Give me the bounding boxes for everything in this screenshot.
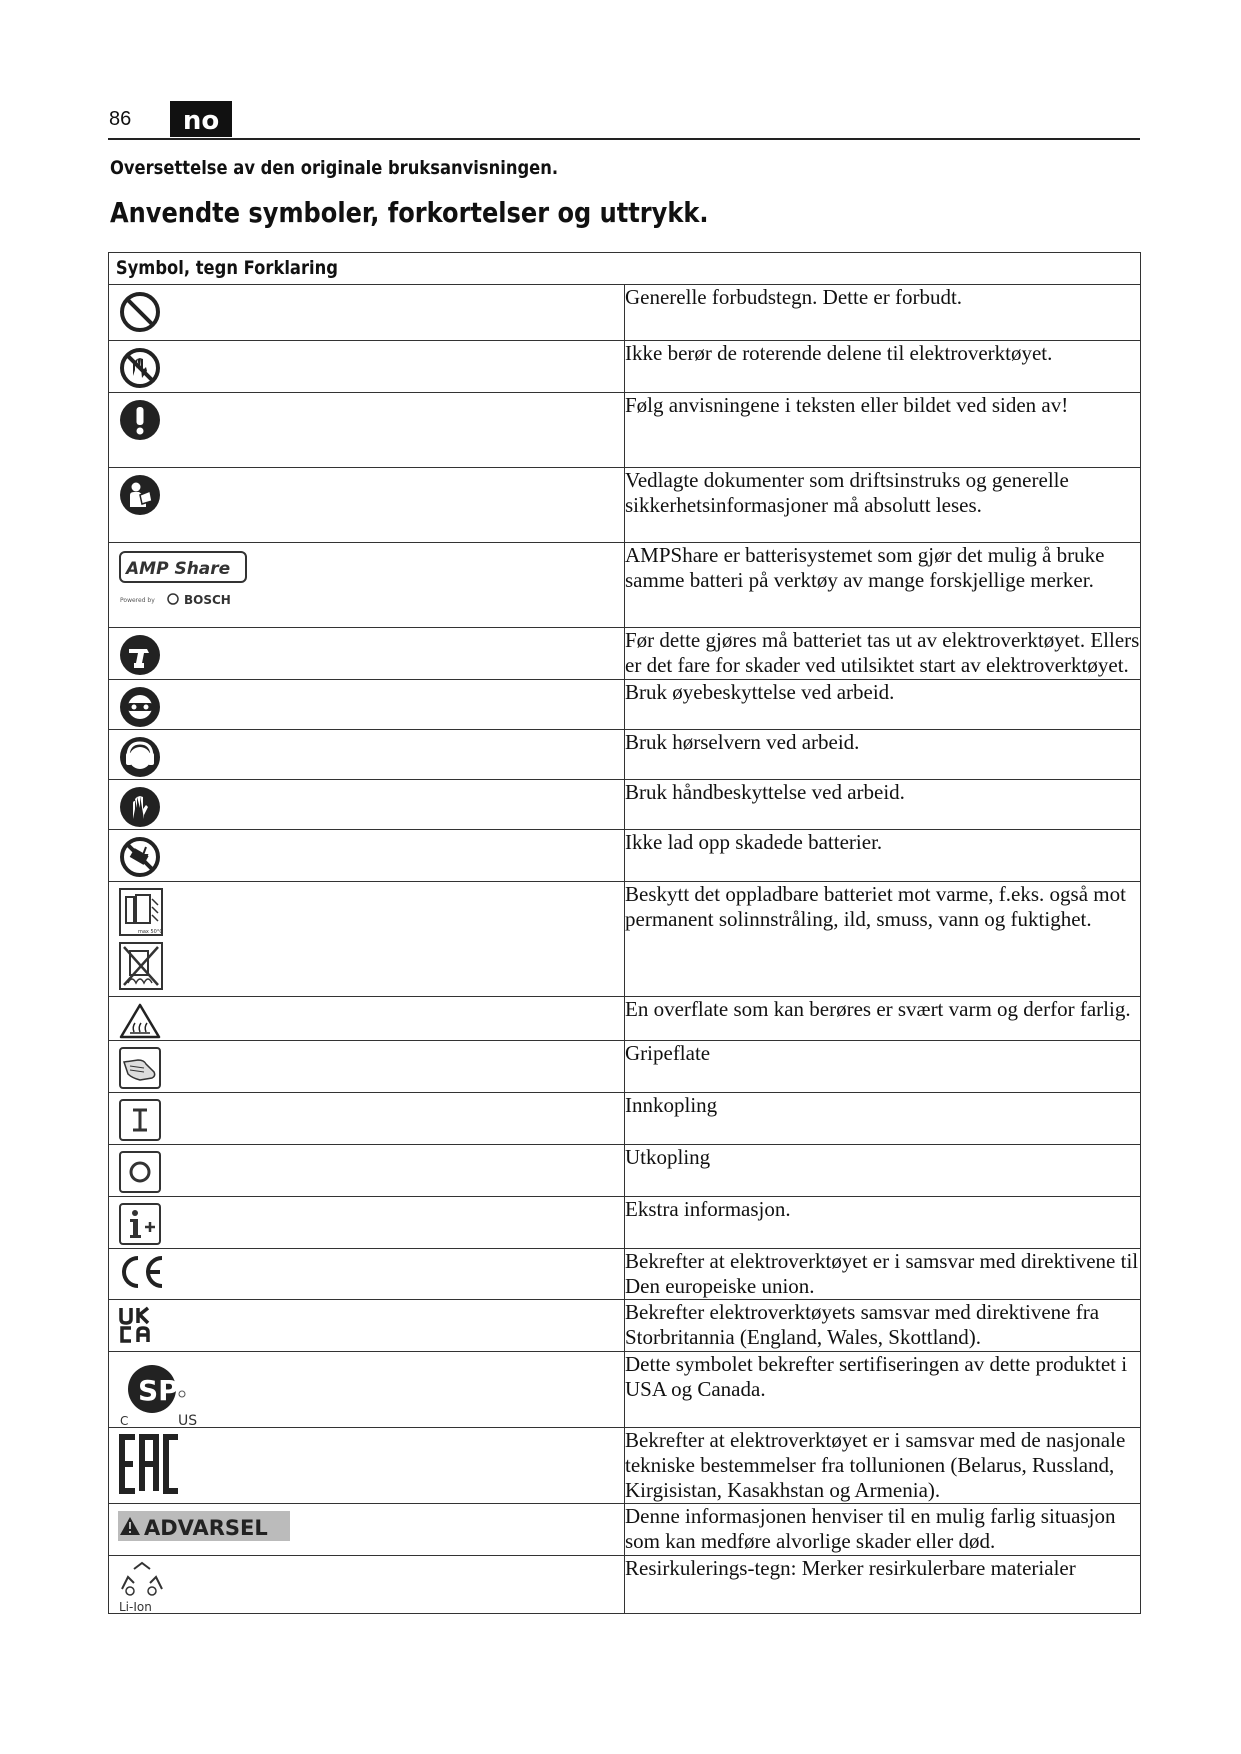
mandatory-exclamation-icon bbox=[118, 398, 162, 442]
row-text: Denne informasjonen henviser til en mulig farlig situasjon som kan medføre alvorlige skader eller død. bbox=[625, 1504, 1141, 1556]
no-charge-damaged-battery-icon bbox=[118, 835, 162, 879]
row-text: Bekrefter at elektroverktøyet er i samsvar med direktivene til Den europeiske union. bbox=[625, 1249, 1141, 1300]
hearing-protection-icon bbox=[118, 735, 162, 779]
table-row bbox=[109, 1352, 1141, 1428]
battery-heat-label: max 50°C bbox=[138, 929, 163, 935]
table-row bbox=[109, 1041, 1141, 1093]
table-header bbox=[109, 253, 1141, 285]
row-text: Dette symbolet bekrefter sertifiseringen av dette produktet i USA og Canada. bbox=[625, 1352, 1141, 1428]
hot-surface-icon bbox=[118, 1002, 162, 1040]
grip-surface-icon bbox=[118, 1046, 162, 1090]
recycling-label: Li-Ion bbox=[119, 1600, 152, 1613]
read-manual-icon bbox=[118, 473, 162, 517]
warning-label: ADVARSEL bbox=[144, 1516, 268, 1540]
row-text: Innkopling bbox=[625, 1093, 1141, 1145]
recycling-li-ion-icon bbox=[118, 1561, 166, 1613]
table-row bbox=[109, 1428, 1141, 1504]
table-row bbox=[109, 1556, 1141, 1614]
page-number: 86 bbox=[109, 108, 132, 130]
table-row bbox=[109, 341, 1141, 393]
table-row bbox=[109, 1145, 1141, 1197]
row-text: Utkopling bbox=[625, 1145, 1141, 1197]
eye-protection-icon bbox=[118, 685, 162, 729]
table-row bbox=[109, 1249, 1141, 1300]
row-text: AMPShare er batterisystemet som gjør det mulig å bruke samme batteri på verktøy av mange forskjellige merker. bbox=[625, 543, 1141, 628]
row-text: Ikke berør de roterende delene til elektroverktøyet. bbox=[625, 341, 1141, 393]
row-text: Generelle forbudstegn. Dette er forbudt. bbox=[625, 285, 1141, 341]
svg-text:SP: SP bbox=[138, 1374, 179, 1407]
table-row bbox=[109, 1504, 1141, 1556]
row-text: Bekrefter at elektroverktøyet er i samsvar med de nasjonale tekniske bestemmelser fra tollunionen (Belarus, Russland, Kirgisistan, Kasakhstan og Armenia). bbox=[625, 1428, 1141, 1504]
no-touch-rotating-parts-icon bbox=[118, 346, 162, 390]
eac-mark-icon bbox=[118, 1433, 190, 1495]
prohibition-icon bbox=[118, 290, 162, 334]
header-symbol: Symbol, tegn bbox=[115, 257, 238, 279]
table-row bbox=[109, 468, 1141, 543]
row-text: Beskytt det oppladbare batteriet mot varme, f.eks. også mot permanent solinnstråling, ild, smuss, vann og fuktighet. bbox=[625, 882, 1141, 997]
table-row bbox=[109, 882, 1141, 997]
language-badge: no bbox=[170, 101, 232, 137]
table-row bbox=[109, 628, 1141, 680]
page-title: Anvendte symboler, forkortelser og uttrykk. bbox=[110, 196, 709, 229]
csa-right: US bbox=[178, 1413, 198, 1427]
ampshare-powered: Powered by bbox=[120, 597, 155, 604]
table-header-row bbox=[109, 253, 1141, 285]
table-row bbox=[109, 730, 1141, 780]
warning-banner-icon bbox=[118, 1509, 290, 1543]
row-text: En overflate som kan berøres er svært varm og derfor farlig. bbox=[625, 997, 1141, 1041]
symbols-table bbox=[108, 252, 1141, 1614]
row-text: Før dette gjøres må batteriet tas ut av elektroverktøyet. Ellers er det fare for skader ved utilsiktet start av elektroverktøyet. bbox=[625, 628, 1141, 680]
table-row bbox=[109, 1300, 1141, 1352]
table-row bbox=[109, 680, 1141, 730]
table-row bbox=[109, 393, 1141, 468]
table-row bbox=[109, 543, 1141, 628]
battery-heat-protection-icon bbox=[118, 887, 164, 991]
ampshare-logo bbox=[118, 548, 253, 608]
power-off-icon bbox=[118, 1150, 162, 1194]
csa-mark-icon bbox=[118, 1357, 208, 1427]
remove-battery-icon bbox=[118, 633, 162, 677]
row-text: Ikke lad opp skadede batterier. bbox=[625, 830, 1141, 882]
row-text: Resirkulerings-tegn: Merker resirkulerbare materialer bbox=[625, 1556, 1141, 1614]
document-subtitle: Oversettelse av den originale bruksanvisningen. bbox=[110, 157, 559, 179]
table-row bbox=[109, 780, 1141, 830]
bosch-brand: BOSCH bbox=[184, 593, 231, 607]
csa-left: C bbox=[120, 1414, 129, 1427]
ampshare-wordmark: AMP Share bbox=[126, 559, 231, 579]
row-text: Ekstra informasjon. bbox=[625, 1197, 1141, 1249]
row-text: Bekrefter elektroverktøyets samsvar med direktivene fra Storbritannia (England, Wales, Skottland). bbox=[625, 1300, 1141, 1352]
header-explanation: Forklaring bbox=[243, 257, 338, 279]
row-text: Bruk øyebeskyttelse ved arbeid. bbox=[625, 680, 1141, 730]
row-text: Bruk håndbeskyttelse ved arbeid. bbox=[625, 780, 1141, 830]
row-text: Bruk hørselvern ved arbeid. bbox=[625, 730, 1141, 780]
power-on-icon bbox=[118, 1098, 162, 1142]
info-plus-icon bbox=[118, 1202, 162, 1246]
table-row bbox=[109, 830, 1141, 882]
row-text: Gripeflate bbox=[625, 1041, 1141, 1093]
hand-protection-icon bbox=[118, 785, 162, 829]
table-row bbox=[109, 997, 1141, 1041]
ce-mark-icon bbox=[118, 1254, 166, 1290]
table-row bbox=[109, 1197, 1141, 1249]
table-row bbox=[109, 1093, 1141, 1145]
table-row bbox=[109, 285, 1141, 341]
row-text: Vedlagte dokumenter som driftsinstruks og generelle sikkerhetsinformasjoner må absolutt leses. bbox=[625, 468, 1141, 543]
ukca-mark-icon bbox=[118, 1305, 158, 1345]
row-text: Følg anvisningene i teksten eller bildet ved siden av! bbox=[625, 393, 1141, 468]
page-header bbox=[108, 100, 1140, 140]
